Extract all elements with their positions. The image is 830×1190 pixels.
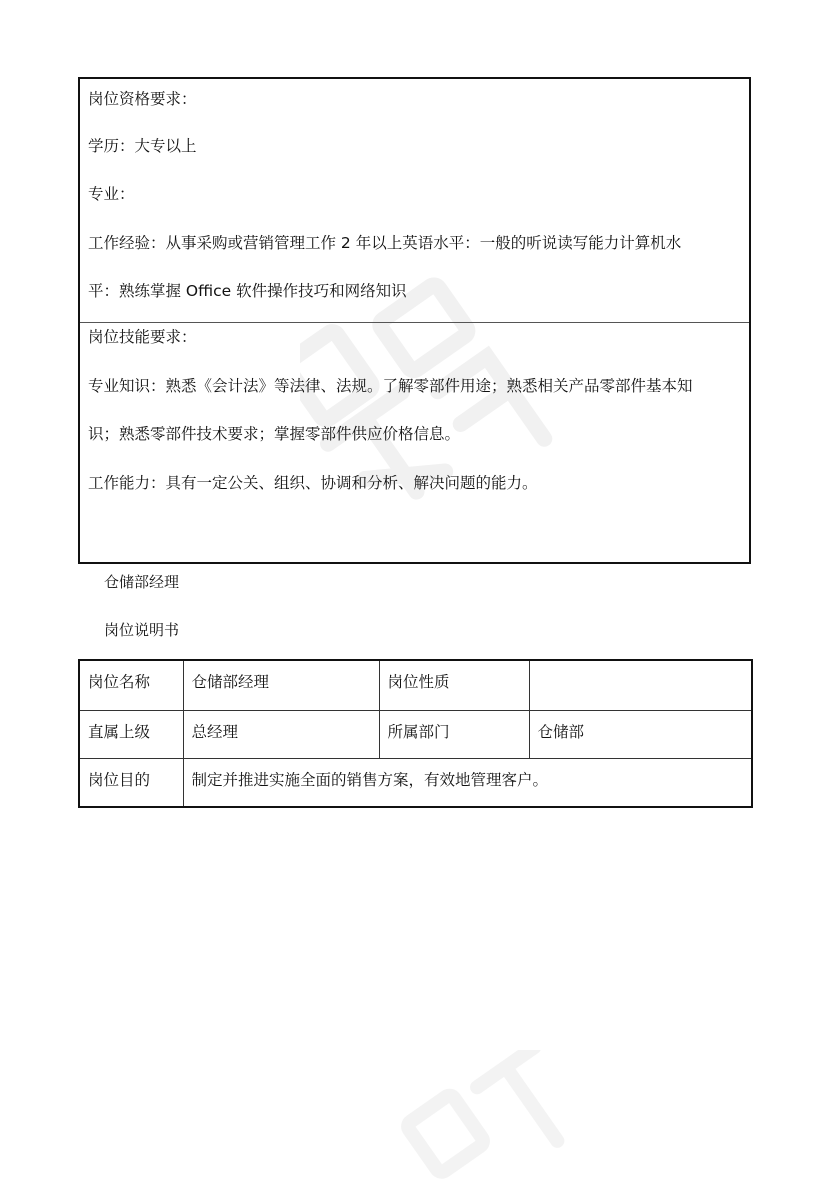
- table-row: [79, 759, 752, 808]
- knowledge-text-line1: 专业知识：熟悉《会计法》等法律、法规。了解零部件用途；熟悉相关产品零部件基本知: [88, 377, 693, 395]
- skills-heading: 岗位技能要求：: [88, 328, 197, 346]
- section-subtitle: 岗位说明书: [104, 621, 180, 639]
- education-text: 学历：大专以上: [88, 137, 197, 155]
- table-cell: 总经理: [183, 711, 379, 759]
- watermark-bottom: [390, 1050, 610, 1190]
- table-cell: 所属部门: [379, 711, 529, 759]
- table-cell: 仓储部: [529, 711, 752, 759]
- table-cell: 岗位名称: [79, 660, 183, 711]
- ability-text: 工作能力：具有一定公关、组织、协调和分析、解决问题的能力。: [88, 474, 538, 492]
- requirements-box: [78, 77, 751, 564]
- qualification-heading: 岗位资格要求：: [88, 90, 197, 108]
- section-title: 仓储部经理: [104, 573, 180, 591]
- table-cell: [529, 660, 752, 711]
- knowledge-text-line2: 识；熟悉零部件技术要求；掌握零部件供应价格信息。: [88, 425, 461, 443]
- experience-text-line1: 工作经验：从事采购或营销管理工作 2 年以上英语水平：一般的听说读写能力计算机水: [88, 234, 682, 252]
- table-cell: 岗位目的: [79, 759, 183, 808]
- table-row: [79, 660, 752, 711]
- qualification-section: [80, 79, 749, 323]
- table-cell: 直属上级: [79, 711, 183, 759]
- skills-section: [80, 323, 749, 562]
- table-cell: 制定并推进实施全面的销售方案，有效地管理客户。: [183, 759, 752, 808]
- table-row: [79, 711, 752, 759]
- job-info-table: [78, 659, 753, 808]
- table-cell: 岗位性质: [379, 660, 529, 711]
- table-cell: 仓储部经理: [183, 660, 379, 711]
- major-text: 专业：: [88, 185, 135, 203]
- experience-text-line2: 平：熟练掌握 Office 软件操作技巧和网络知识: [88, 282, 407, 300]
